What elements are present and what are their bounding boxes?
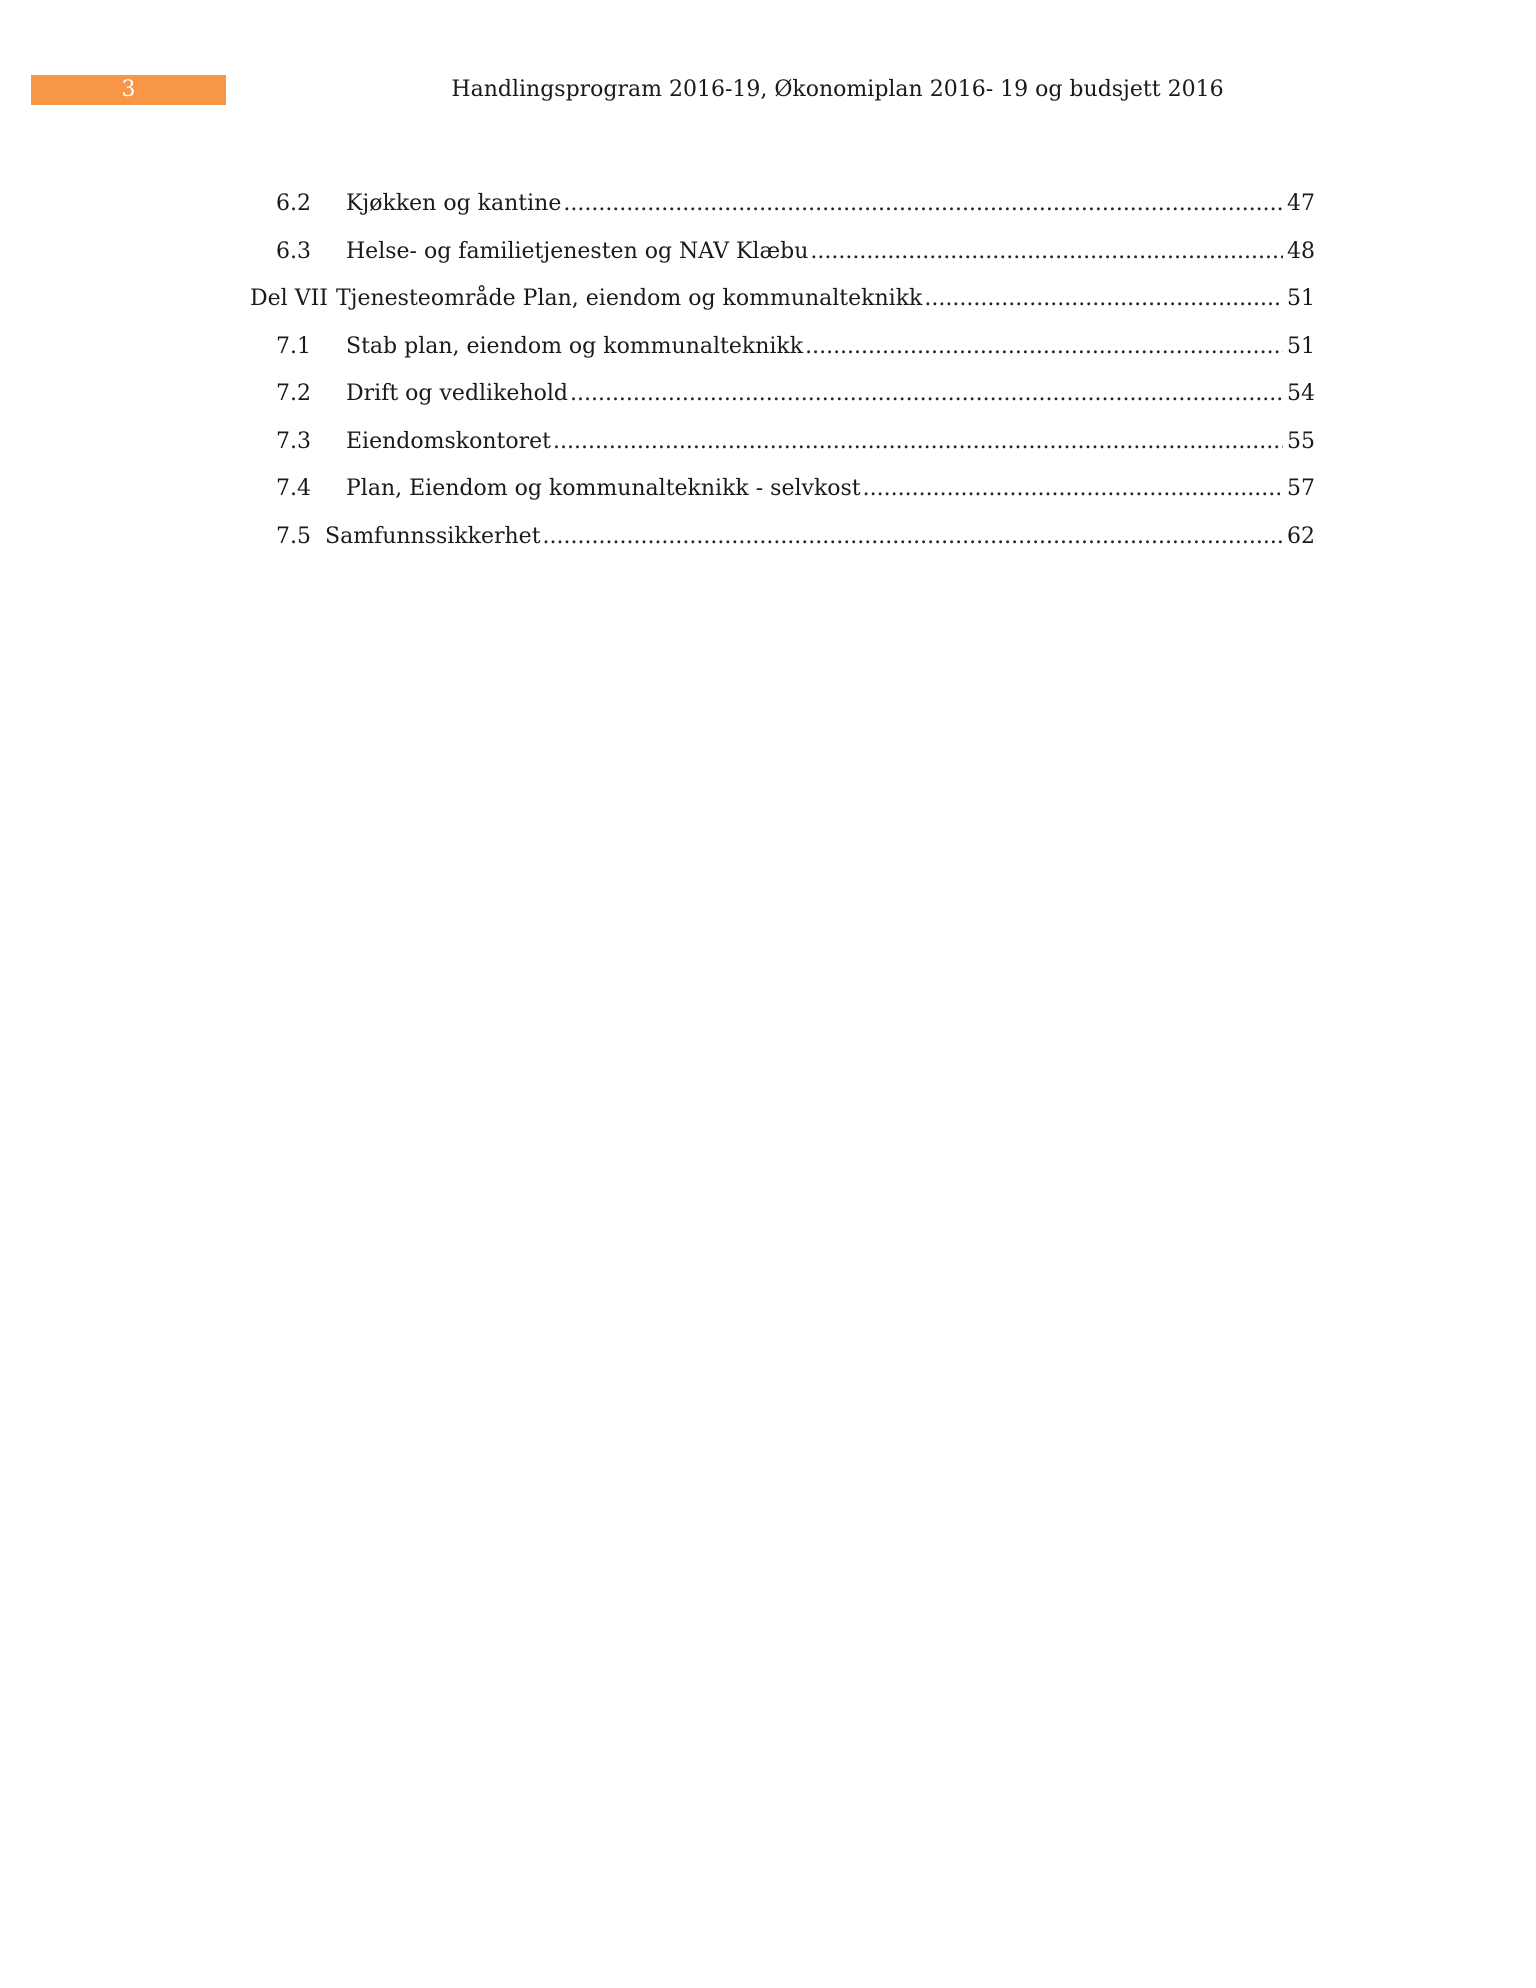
toc-entry-title: Tjenesteområde Plan, eiendom og kommunalteknikk [335, 286, 923, 312]
toc-entry-7-3[interactable] [250, 418, 1315, 466]
toc-entry-page: 48 [1287, 238, 1315, 264]
toc-dot-leader [805, 334, 1283, 359]
toc-entry-title: Kjøkken og kantine [346, 191, 562, 217]
toc-entry-page: 54 [1287, 381, 1315, 407]
toc-entry-page: 62 [1287, 523, 1315, 549]
toc-dot-leader [543, 524, 1283, 549]
toc-entry-7-2[interactable] [250, 370, 1315, 418]
page-number-badge: 3 [31, 75, 226, 105]
toc-entry-number: Del VII [250, 286, 328, 312]
toc-entry-page: 51 [1287, 286, 1315, 312]
toc-entry-6-3[interactable] [250, 228, 1315, 276]
toc-entry-title: Samfunnssikkerhet [325, 523, 541, 549]
toc-dot-leader [924, 286, 1283, 311]
toc-dot-leader [553, 429, 1283, 454]
toc-entry-7-4[interactable] [250, 465, 1315, 513]
toc-dot-leader [570, 381, 1283, 406]
toc-entry-page: 55 [1287, 428, 1315, 454]
toc-entry-number: 6.3 [276, 238, 311, 264]
toc-entry-number: 7.5 [276, 523, 311, 549]
running-header-title: Handlingsprogram 2016-19, Økonomiplan 2016- 19 og budsjett 2016 [451, 77, 1224, 102]
toc-entry-title: Eiendomskontoret [346, 428, 551, 454]
toc-entry-6-2[interactable] [250, 180, 1315, 228]
toc-entry-title: Drift og vedlikehold [346, 381, 568, 407]
toc-entry-del-vii[interactable] [250, 275, 1315, 323]
toc-entry-page: 51 [1287, 333, 1315, 359]
toc-dot-leader [863, 476, 1283, 501]
toc-entry-number: 7.2 [276, 381, 311, 407]
toc-dot-leader [810, 239, 1283, 264]
toc-entry-title: Helse- og familietjenesten og NAV Klæbu [346, 238, 809, 264]
toc-entry-page: 57 [1287, 476, 1315, 502]
toc-entry-number: 7.3 [276, 428, 311, 454]
toc-entry-page: 47 [1287, 191, 1315, 217]
toc-entry-7-1[interactable] [250, 323, 1315, 371]
toc-entry-title: Plan, Eiendom og kommunalteknikk - selvkost [346, 476, 861, 502]
toc-dot-leader [563, 191, 1283, 216]
toc-entry-title: Stab plan, eiendom og kommunalteknikk [346, 333, 804, 359]
toc-entry-number: 7.1 [276, 333, 311, 359]
toc-entry-number: 7.4 [276, 476, 311, 502]
table-of-contents [250, 180, 1315, 560]
toc-entry-number: 6.2 [276, 191, 311, 217]
toc-entry-7-5[interactable] [250, 513, 1315, 561]
